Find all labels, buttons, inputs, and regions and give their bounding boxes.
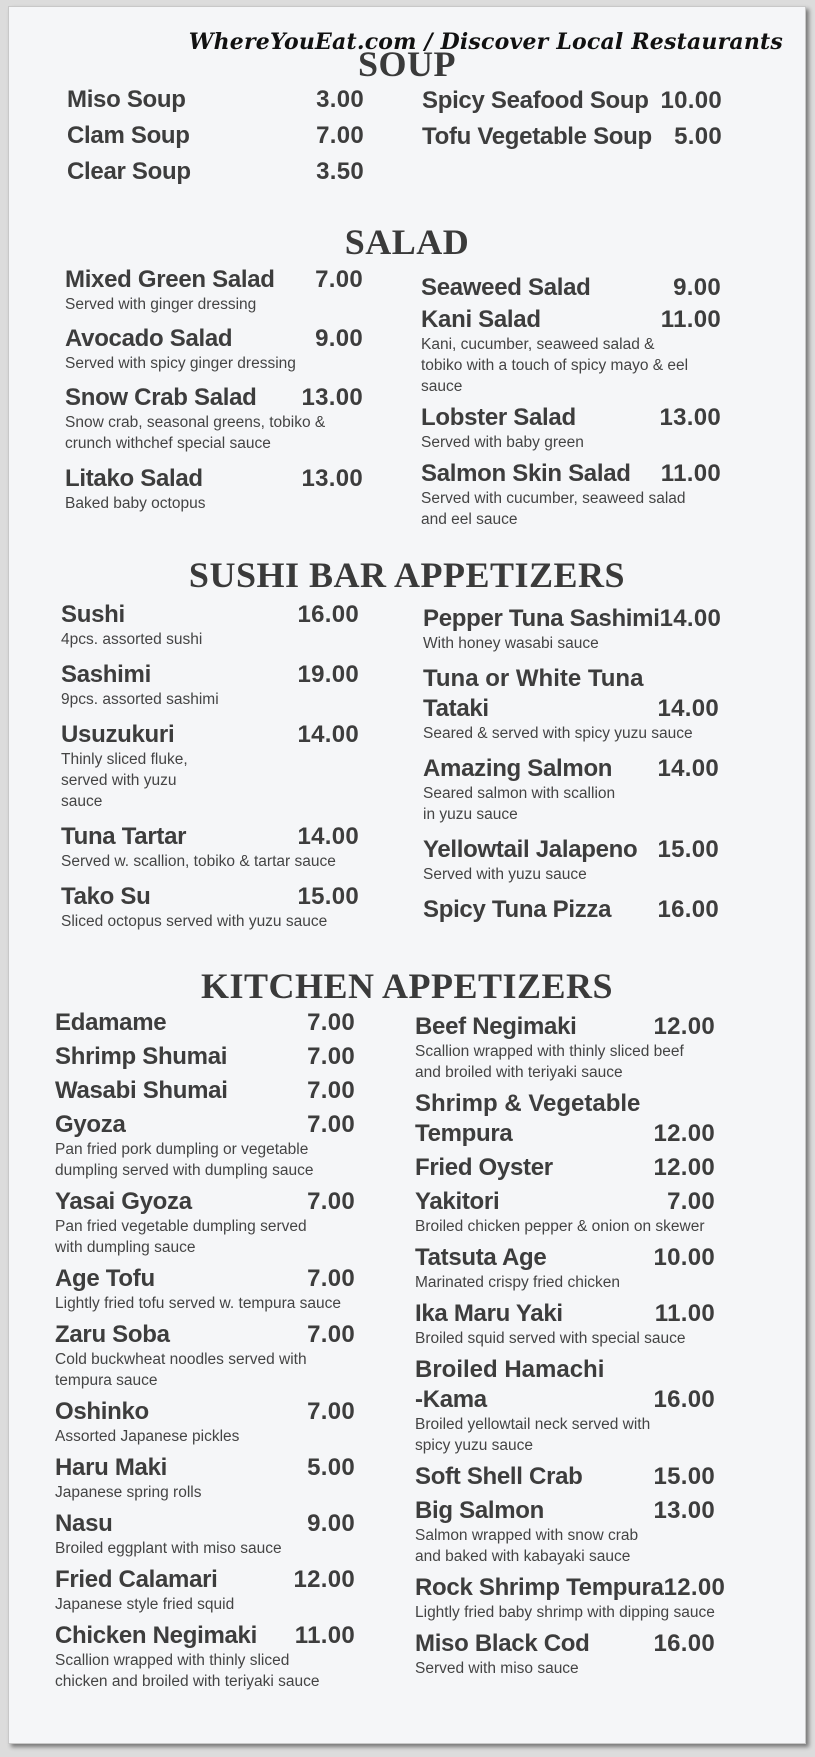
item-description: Served with baby green xyxy=(421,434,584,451)
menu-item xyxy=(61,822,359,872)
item-price: 9.00 xyxy=(307,1510,355,1537)
item-price: 7.00 xyxy=(307,1398,355,1425)
menu-item xyxy=(67,157,364,187)
item-price: 7.00 xyxy=(667,1188,715,1215)
item-description: Baked baby octopus xyxy=(65,495,206,512)
item-description: Served with spicy ginger dressing xyxy=(65,355,296,372)
item-name: Avocado Salad xyxy=(65,325,233,352)
item-price: 12.00 xyxy=(653,1013,715,1040)
item-price: 19.00 xyxy=(297,661,359,688)
item-description: Seared salmon with scallion in yuzu sauce xyxy=(423,785,616,823)
soup-right-column xyxy=(422,86,722,152)
item-name: Rock Shrimp Tempura xyxy=(415,1574,664,1601)
item-price: 10.00 xyxy=(660,87,722,114)
item-price: 14.00 xyxy=(297,823,359,850)
item-price: 7.00 xyxy=(307,1111,355,1138)
item-description: Japanese spring rolls xyxy=(55,1484,202,1501)
menu-item xyxy=(415,1462,715,1492)
item-name: Age Tofu xyxy=(55,1265,155,1292)
menu-item xyxy=(65,324,363,374)
item-name: Tuna or White Tuna xyxy=(423,665,644,692)
item-name: Tatsuta Age xyxy=(415,1244,547,1271)
item-name: Clear Soup xyxy=(67,158,191,185)
item-name: Chicken Negimaki xyxy=(55,1622,257,1649)
item-description: 4pcs. assorted sushi xyxy=(61,631,203,648)
item-description: Japanese style fried squid xyxy=(55,1596,235,1613)
menu-item xyxy=(55,1042,355,1072)
item-price: 14.00 xyxy=(657,695,719,722)
item-price: 16.00 xyxy=(297,601,359,628)
item-description: Served with yuzu sauce xyxy=(423,866,587,883)
salad-left-column xyxy=(65,265,363,514)
item-price: 12.00 xyxy=(663,1574,726,1601)
item-name: Clam Soup xyxy=(67,122,190,149)
item-price: 11.00 xyxy=(660,460,721,487)
item-name: Usuzukuri xyxy=(61,721,175,748)
item-name: Miso Soup xyxy=(67,86,186,113)
item-name: Litako Salad xyxy=(65,465,203,492)
item-description: With honey wasabi sauce xyxy=(423,635,599,652)
item-description: Assorted Japanese pickles xyxy=(55,1428,240,1445)
item-description: Served w. scallion, tobiko & tartar sauce xyxy=(61,853,336,870)
item-name: Seaweed Salad xyxy=(421,274,591,301)
menu-item xyxy=(415,1012,715,1083)
item-description: Kani, cucumber, seaweed salad & tobiko with a touch of spicy mayo & eel sauce xyxy=(421,336,689,395)
item-price: 9.00 xyxy=(315,325,363,352)
section-title-sushi-bar: SUSHI BAR APPETIZERS xyxy=(188,555,626,595)
item-price: 7.00 xyxy=(316,122,364,149)
item-name: Snow Crab Salad xyxy=(65,384,257,411)
item-name: Fried Oyster xyxy=(415,1154,553,1181)
item-name: Yasai Gyoza xyxy=(55,1188,192,1215)
site-watermark: WhereYouEat.com / Discover Local Restaurants xyxy=(188,29,783,55)
item-price: 13.00 xyxy=(301,384,363,411)
item-price: 11.00 xyxy=(294,1622,355,1649)
menu-item xyxy=(415,1187,715,1237)
item-price: 15.00 xyxy=(653,1463,715,1490)
item-name: Sashimi xyxy=(61,661,151,688)
item-name: Yellowtail Jalapeno xyxy=(423,836,638,863)
item-description: Broiled squid served with special sauce xyxy=(415,1330,686,1347)
menu-item xyxy=(423,664,719,744)
item-name: Wasabi Shumai xyxy=(55,1077,228,1104)
item-description: Salmon wrapped with snow crab and baked with kabayaki sauce xyxy=(415,1527,639,1565)
menu-item xyxy=(55,1509,355,1559)
menu-item xyxy=(55,1076,355,1106)
item-description: Seared & served with spicy yuzu sauce xyxy=(423,725,693,742)
item-name: Shrimp Shumai xyxy=(55,1043,228,1070)
item-price: 12.00 xyxy=(653,1120,715,1147)
item-description: Scallion wrapped with thinly sliced beef and broiled with teriyaki sauce xyxy=(415,1043,684,1081)
menu-item xyxy=(415,1573,726,1623)
item-price: 16.00 xyxy=(653,1630,715,1657)
menu-page xyxy=(8,6,806,1744)
soup-left-column xyxy=(67,85,364,187)
menu-item xyxy=(415,1299,715,1349)
item-name: Ika Maru Yaki xyxy=(415,1300,563,1327)
menu-item xyxy=(421,459,721,530)
item-name-line2: Tempura xyxy=(415,1120,513,1147)
item-name: Salmon Skin Salad xyxy=(421,460,631,487)
item-price: 11.00 xyxy=(660,306,721,333)
menu-item xyxy=(65,383,363,454)
item-price: 15.00 xyxy=(657,836,719,863)
item-price: 5.00 xyxy=(674,123,722,150)
item-price: 15.00 xyxy=(297,883,359,910)
item-description: Lightly fried tofu served w. tempura sauce xyxy=(55,1295,342,1312)
item-price: 11.00 xyxy=(654,1300,715,1327)
item-name: Shrimp & Vegetable xyxy=(415,1090,641,1117)
item-description: Pan fried pork dumpling or vegetable dumpling served with dumpling sauce xyxy=(55,1141,314,1179)
item-name: Tofu Vegetable Soup xyxy=(422,123,652,150)
item-description: Thinly sliced fluke, served with yuzu sauce xyxy=(61,751,188,810)
item-name: Oshinko xyxy=(55,1398,149,1425)
item-name: Miso Black Cod xyxy=(415,1630,590,1657)
menu-item xyxy=(423,754,719,825)
item-name: Haru Maki xyxy=(55,1454,168,1481)
item-description: Scallion wrapped with thinly sliced chicken and broiled with teriyaki sauce xyxy=(55,1652,320,1690)
menu-item xyxy=(65,265,363,315)
item-price: 3.50 xyxy=(316,158,364,185)
item-description: Served with miso sauce xyxy=(415,1660,579,1677)
item-name: Spicy Seafood Soup xyxy=(422,87,649,114)
item-price: 12.00 xyxy=(293,1566,355,1593)
menu-item xyxy=(55,1110,355,1181)
item-price: 7.00 xyxy=(307,1321,355,1348)
kitchen-right-column xyxy=(415,1012,726,1679)
sushi-right-column xyxy=(423,604,722,925)
menu-item xyxy=(422,122,722,152)
item-price: 13.00 xyxy=(301,465,363,492)
item-name: Soft Shell Crab xyxy=(415,1463,583,1490)
menu-item xyxy=(55,1320,355,1391)
item-name: Amazing Salmon xyxy=(423,755,613,782)
salad-right-column xyxy=(421,273,721,530)
item-price: 7.00 xyxy=(307,1009,355,1036)
item-price: 14.00 xyxy=(657,755,719,782)
item-name: Broiled Hamachi xyxy=(415,1356,605,1383)
menu-item xyxy=(55,1264,355,1314)
section-title-salad: SALAD xyxy=(344,222,470,262)
menu-item xyxy=(421,273,721,303)
item-description: Served with cucumber, seaweed salad and eel sauce xyxy=(421,490,686,528)
kitchen-left-column xyxy=(55,1008,355,1692)
menu-item xyxy=(423,604,722,654)
item-price: 7.00 xyxy=(307,1265,355,1292)
item-price: 7.00 xyxy=(307,1077,355,1104)
item-description: Broiled eggplant with miso sauce xyxy=(55,1540,282,1557)
item-name: Mixed Green Salad xyxy=(65,266,275,293)
item-price: 14.00 xyxy=(659,605,722,632)
item-price: 9.00 xyxy=(673,274,721,301)
item-description: Served with ginger dressing xyxy=(65,296,257,313)
item-name: Yakitori xyxy=(415,1188,500,1215)
section-title-soup: SOUP xyxy=(357,44,456,84)
item-name: Zaru Soba xyxy=(55,1321,170,1348)
item-description: Broiled chicken pepper & onion on skewer xyxy=(415,1218,705,1235)
menu-item xyxy=(61,720,359,812)
item-name: Kani Salad xyxy=(421,306,541,333)
section-title-kitchen: KITCHEN APPETIZERS xyxy=(200,966,614,1006)
menu-item xyxy=(61,600,359,650)
item-name: Big Salmon xyxy=(415,1497,545,1524)
menu-item xyxy=(423,895,719,925)
item-price: 16.00 xyxy=(657,896,719,923)
item-price: 13.00 xyxy=(659,404,721,431)
item-name-line2: Tataki xyxy=(423,695,489,722)
menu-item xyxy=(55,1397,355,1447)
item-name: Tako Su xyxy=(61,883,151,910)
item-price: 7.00 xyxy=(307,1043,355,1070)
item-price: 7.00 xyxy=(315,266,363,293)
item-price: 13.00 xyxy=(653,1497,715,1524)
menu-item xyxy=(55,1621,355,1692)
item-price: 5.00 xyxy=(307,1454,355,1481)
menu-item xyxy=(55,1008,355,1038)
item-description: 9pcs. assorted sashimi xyxy=(61,691,219,708)
item-name: Pepper Tuna Sashimi xyxy=(423,605,660,632)
item-name: Fried Calamari xyxy=(55,1566,218,1593)
item-name: Edamame xyxy=(55,1009,167,1036)
item-name: Gyoza xyxy=(55,1111,126,1138)
item-description: Cold buckwheat noodles served with tempura sauce xyxy=(55,1351,307,1389)
item-description: Snow crab, seasonal greens, tobiko & crunch withchef special sauce xyxy=(65,414,326,452)
item-description: Marinated crispy fried chicken xyxy=(415,1274,621,1291)
menu-item xyxy=(55,1453,355,1503)
item-name-line2: -Kama xyxy=(415,1386,487,1413)
item-name: Nasu xyxy=(55,1510,113,1537)
item-price: 14.00 xyxy=(297,721,359,748)
item-price: 10.00 xyxy=(653,1244,715,1271)
menu-item xyxy=(61,660,359,710)
item-price: 12.00 xyxy=(653,1154,715,1181)
sushi-left-column xyxy=(61,600,359,932)
item-name: Lobster Salad xyxy=(421,404,576,431)
item-name: Spicy Tuna Pizza xyxy=(423,896,612,923)
item-description: Sliced octopus served with yuzu sauce xyxy=(61,913,328,930)
menu-item xyxy=(415,1355,715,1456)
item-description: Lightly fried baby shrimp with dipping sauce xyxy=(415,1604,715,1621)
item-name: Tuna Tartar xyxy=(61,823,187,850)
menu-item xyxy=(67,121,364,151)
menu-item xyxy=(421,403,721,453)
menu-item xyxy=(415,1243,715,1293)
menu-item xyxy=(61,882,359,932)
item-description: Pan fried vegetable dumpling served with dumpling sauce xyxy=(55,1218,307,1256)
menu-item xyxy=(67,85,364,115)
item-name: Sushi xyxy=(61,601,125,628)
menu-item xyxy=(422,86,722,116)
menu-item xyxy=(55,1565,355,1615)
menu-item xyxy=(65,464,363,514)
menu-item xyxy=(423,835,719,885)
item-name: Beef Negimaki xyxy=(415,1013,577,1040)
item-price: 3.00 xyxy=(316,86,364,113)
item-description: Broiled yellowtail neck served with spicy yuzu sauce xyxy=(415,1416,651,1454)
menu-item xyxy=(415,1089,715,1149)
menu-item xyxy=(415,1496,715,1567)
item-price: 16.00 xyxy=(653,1386,715,1413)
item-price: 7.00 xyxy=(307,1188,355,1215)
menu-item xyxy=(55,1187,355,1258)
menu-item xyxy=(415,1153,715,1183)
menu-item xyxy=(421,305,721,397)
menu-item xyxy=(415,1629,715,1679)
